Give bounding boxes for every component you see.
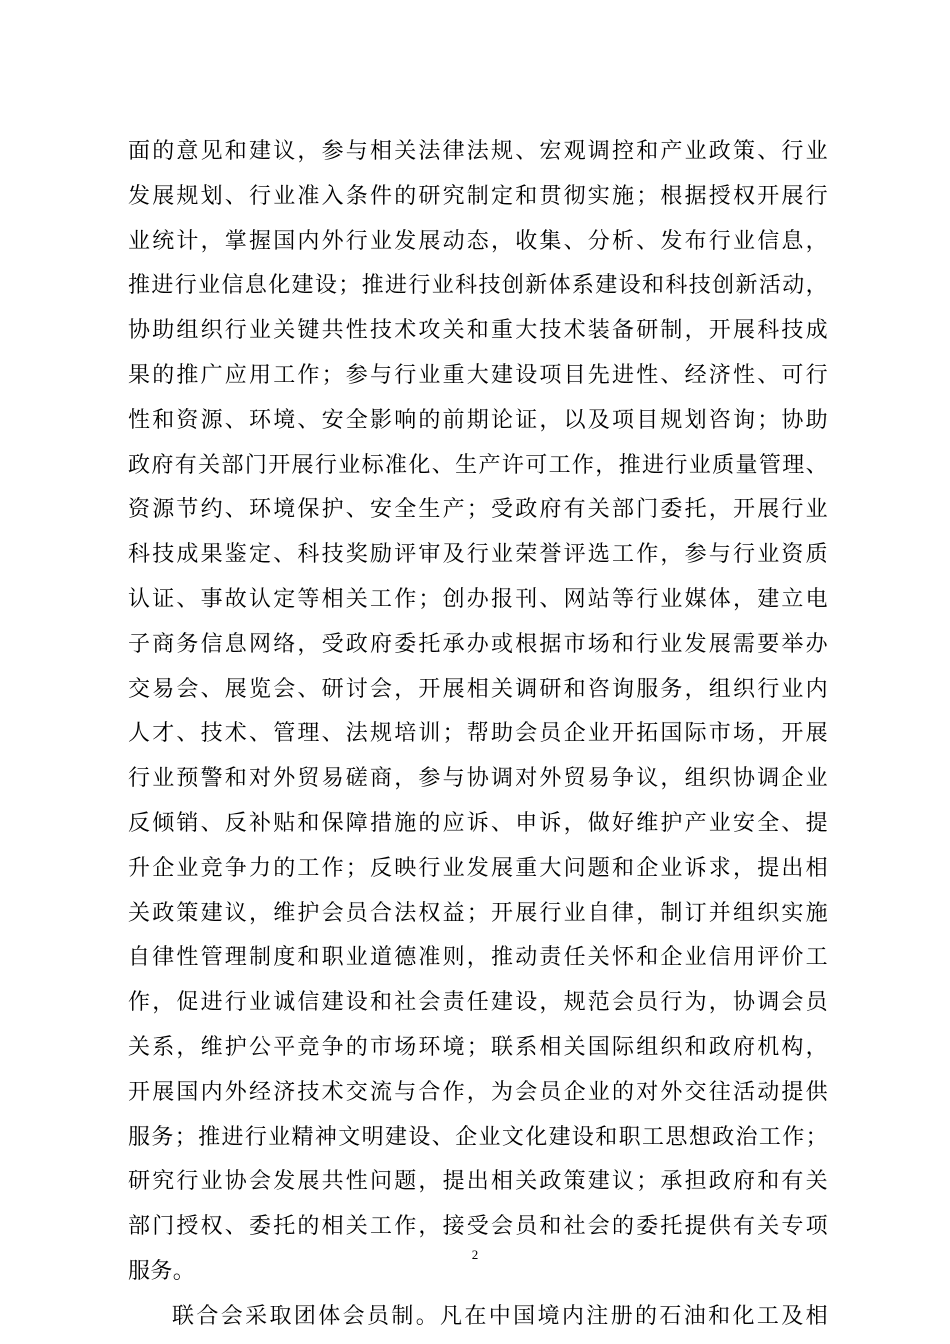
text-line-26: 服务。	[128, 1258, 196, 1284]
text-line-15: 行业预警和对外贸易磋商，参与协调对外贸易争议，组织协调企业	[128, 766, 828, 792]
body-text	[128, 130, 828, 1340]
text-line-23: 服务；推进行业精神文明建设、企业文化建设和职工思想政治工作；	[128, 1124, 828, 1150]
text-line-2: 发展规划、行业准入条件的研究制定和贯彻实施；根据授权开展行	[128, 183, 828, 209]
text-line-12: 子商务信息网络，受政府委托承办或根据市场和行业发展需要举办	[128, 631, 828, 657]
text-line-4: 推进行业信息化建设；推进行业科技创新体系建设和科技创新活动，	[128, 273, 828, 299]
text-line-8: 政府有关部门开展行业标准化、生产许可工作，推进行业质量管理、	[128, 452, 828, 478]
text-line-5: 协助组织行业关键共性技术攻关和重大技术装备研制，开展科技成	[128, 318, 828, 344]
text-line-18: 关政策建议，维护会员合法权益；开展行业自律，制订并组织实施	[128, 900, 828, 926]
text-line-9: 资源节约、环境保护、安全生产；受政府有关部门委托，开展行业	[128, 497, 828, 523]
text-line-11: 认证、事故认定等相关工作；创办报刊、网站等行业媒体，建立电	[128, 586, 828, 612]
text-line-10: 科技成果鉴定、科技奖励评审及行业荣誉评选工作，参与行业资质	[128, 542, 828, 568]
text-line-24: 研究行业协会发展共性问题，提出相关政策建议；承担政府和有关	[128, 1169, 828, 1195]
text-line-7: 性和资源、环境、安全影响的前期论证，以及项目规划咨询；协助	[128, 407, 828, 433]
text-line-21: 关系，维护公平竞争的市场环境；联系相关国际组织和政府机构，	[128, 1034, 828, 1060]
text-line-17: 升企业竞争力的工作；反映行业发展重大问题和企业诉求，提出相	[128, 855, 828, 881]
text-line-22: 开展国内外经济技术交流与合作，为会员企业的对外交往活动提供	[128, 1079, 828, 1105]
text-line-3: 业统计，掌握国内外行业发展动态，收集、分析、发布行业信息，	[128, 228, 828, 254]
text-line-16: 反倾销、反补贴和保障措施的应诉、申诉，做好维护产业安全、提	[128, 810, 828, 836]
page-number: 2	[471, 1247, 479, 1262]
text-line-19: 自律性管理制度和职业道德准则，推动责任关怀和企业信用评价工	[128, 945, 828, 971]
text-line-1: 面的意见和建议，参与相关法律法规、宏观调控和产业政策、行业	[128, 139, 828, 164]
text-line-20: 作，促进行业诚信建设和社会责任建设，规范会员行为，协调会员	[128, 990, 828, 1016]
text-line-14: 人才、技术、管理、法规培训；帮助会员企业开拓国际市场，开展	[128, 721, 828, 747]
text-line-25: 部门授权、委托的相关工作，接受会员和社会的委托提供有关专项	[128, 1214, 828, 1240]
paragraph-start-line: 联合会采取团体会员制。凡在中国境内注册的石油和化工及相	[172, 1303, 828, 1329]
text-line-6: 果的推广应用工作；参与行业重大建设项目先进性、经济性、可行	[128, 362, 828, 388]
text-line-13: 交易会、展览会、研讨会，开展相关调研和咨询服务，组织行业内	[128, 676, 828, 702]
